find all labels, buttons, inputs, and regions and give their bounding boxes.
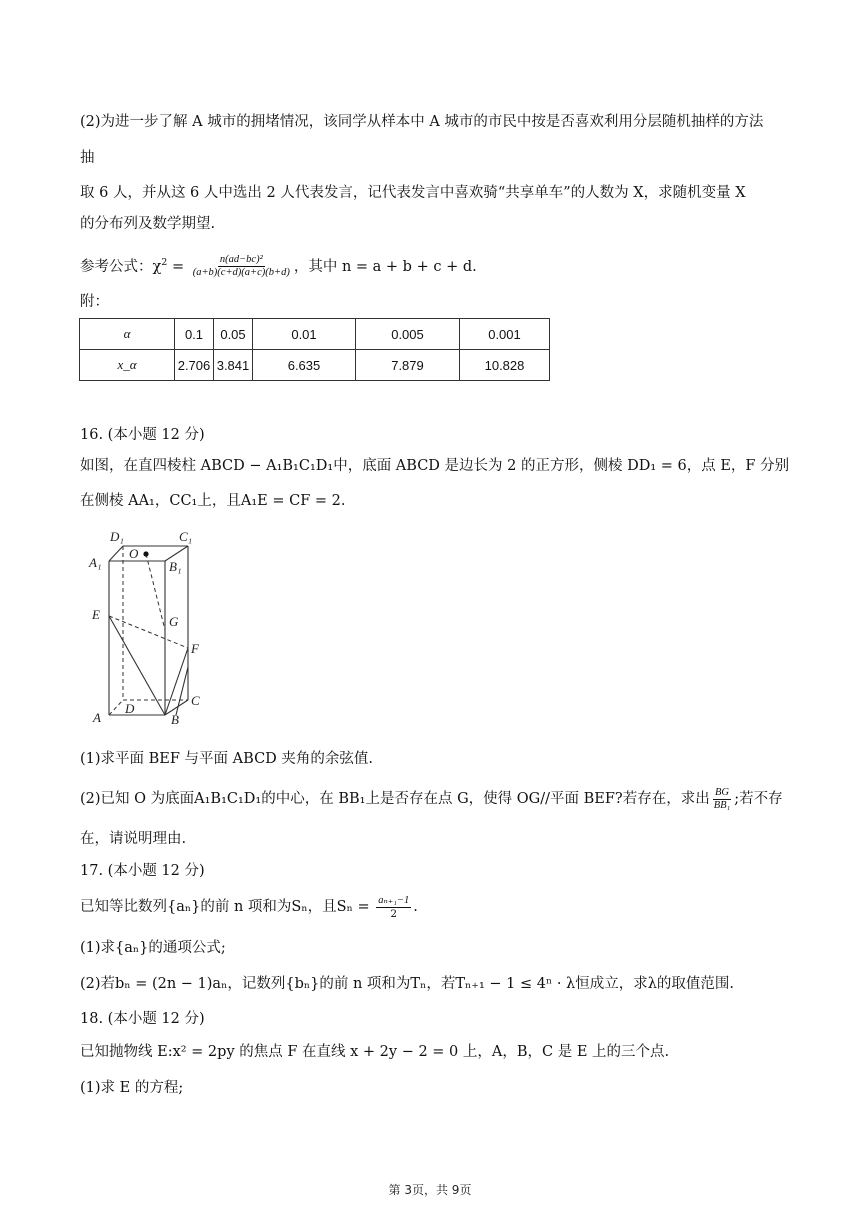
fraction-numerator: aₙ₊₁−1 xyxy=(378,894,410,906)
formula-numerator: n(ad−bc)² xyxy=(219,254,263,266)
q16-part2-text-tail: ;若不存 xyxy=(734,791,783,807)
q16-part2-line2: 在，请说明理由. xyxy=(80,831,187,847)
q17-stem-fraction xyxy=(376,895,411,920)
reference-formula: 参考公式：$\chi^2$ = $\frac{\text{n(ad−bc)²}}{(a+b)(c+d)(a+c)(b+d)}$ ，其中 n = a + b + c + d. xyxy=(80,254,477,279)
page-footer: 第 3页，共 9页 xyxy=(388,1183,472,1197)
q18-stem: 已知抛物线 E:x² = 2py 的焦点 F 在直线 x + 2y − 2 = 0 上，A，B，C 是 E 上的三个点. xyxy=(80,1044,670,1060)
table-cell: 0.1 xyxy=(175,319,214,350)
table-row-x-alpha xyxy=(80,350,550,381)
formula-prefix: 参考公式： xyxy=(80,258,153,275)
label-d1: D₁ xyxy=(110,529,124,544)
table-cell: 0.001 xyxy=(460,319,550,350)
label-e: E xyxy=(92,607,100,622)
q16-stem-line2: 在侧棱 AA₁，CC₁上，且A₁E = CF = 2. xyxy=(80,493,346,509)
table-cell: 0.05 xyxy=(214,319,253,350)
fraction-denominator: 2 xyxy=(390,907,398,920)
table-row-alpha xyxy=(80,319,550,350)
q16-part2-line1 xyxy=(80,785,783,813)
label-f: F xyxy=(191,641,199,656)
q17-part2: (2)若bₙ = (2n − 1)aₙ，记数列{bₙ}的前 n 项和为Tₙ，若Tₙ₊₁ − 1 ≤ 4ⁿ · λ恒成立，求λ的取值范围. xyxy=(80,976,735,992)
formula-denominator: (a+b)(c+d)(a+c)(b+d) xyxy=(192,267,290,279)
q17-stem-text: 已知等比数列{aₙ}的前 n 项和为Sₙ，且Sₙ = xyxy=(80,899,370,915)
q16-part2-fraction xyxy=(712,787,732,812)
q17-part1: (1)求{aₙ}的通项公式; xyxy=(80,940,226,956)
q18-header: 18. (本小题 12 分) xyxy=(80,1011,205,1027)
q15-part2-line3: 的分布列及数学期望. xyxy=(80,216,216,232)
table-cell: 10.828 xyxy=(460,350,550,381)
table-cell: 3.841 xyxy=(214,350,253,381)
q18-part1: (1)求 E 的方程; xyxy=(80,1080,184,1096)
label-d: D xyxy=(125,701,135,716)
label-b1: B₁ xyxy=(169,559,182,574)
formula-fraction xyxy=(191,254,292,279)
formula-suffix: ，其中 n = a + b + c + d. xyxy=(293,258,477,275)
q16-stem-line1: 如图，在直四棱柱 ABCD − A₁B₁C₁D₁中，底面 ABCD 是边长为 2 的正方形，侧棱 DD₁ = 6，点 E，F 分别 xyxy=(80,458,790,474)
q17-header: 17. (本小题 12 分) xyxy=(80,863,205,879)
table-cell: 2.706 xyxy=(175,350,214,381)
label-g: G xyxy=(169,614,179,629)
prism-figure xyxy=(85,527,215,729)
q16-part1: (1)求平面 BEF 与平面 ABCD 夹角的余弦值. xyxy=(80,751,374,767)
table-cell: 0.01 xyxy=(253,319,356,350)
table-cell: 7.879 xyxy=(356,350,460,381)
label-c: C xyxy=(191,693,200,708)
table-cell: 6.635 xyxy=(253,350,356,381)
q15-part2-line1-tail: 抽 xyxy=(80,150,95,166)
label-c1: C₁ xyxy=(179,529,193,544)
label-a1: A₁ xyxy=(89,555,102,570)
label-a: A xyxy=(93,710,101,725)
label-o: O xyxy=(129,546,139,561)
formula-chi: χ xyxy=(152,258,162,275)
q16-part2-text: (2)已知 O 为底面A₁B₁C₁D₁的中心，在 BB₁上是否存在点 G，使得 OG//平面 BEF?若存在，求出 xyxy=(80,791,710,807)
table-row-label: x_α xyxy=(80,350,175,381)
table-cell: 0.005 xyxy=(356,319,460,350)
q15-part2-line1: (2)为进一步了解 A 城市的拥堵情况，该同学从样本中 A 城市的市民中按是否喜欢利用分层随机抽样的方法 xyxy=(80,114,764,130)
q15-part2-line2: 取 6 人，并从这 6 人中选出 2 人代表发言，记代表发言中喜欢骑“共享单车”的人数为 X，求随机变量 X xyxy=(80,185,746,201)
label-b: B xyxy=(171,712,179,727)
critical-value-table xyxy=(79,318,550,381)
center-point-o xyxy=(143,551,148,556)
q17-stem xyxy=(80,893,418,921)
fraction-denominator: BB₁ xyxy=(713,799,731,811)
fraction-numerator: BG xyxy=(714,786,729,798)
q17-stem-period: . xyxy=(413,899,418,915)
table-row-label: α xyxy=(80,319,175,350)
q16-header: 16. (本小题 12 分) xyxy=(80,427,205,443)
appendix-label: 附： xyxy=(80,294,109,310)
